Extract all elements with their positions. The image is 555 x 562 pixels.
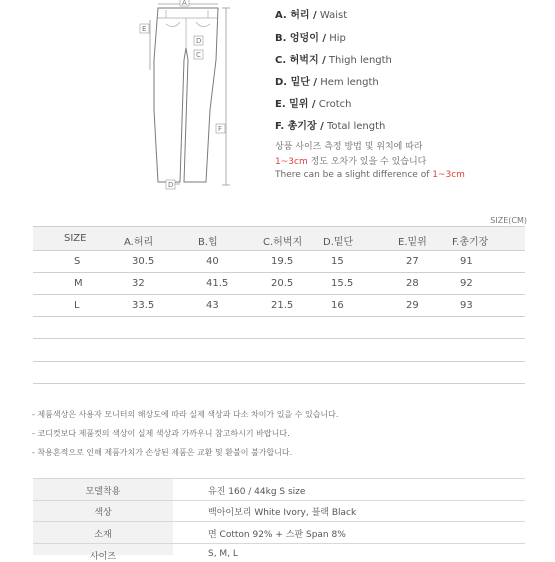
- info-value-model: 유진 160 / 44kg S size: [208, 487, 306, 497]
- size-table-header-cell: A.허리: [124, 237, 154, 248]
- legend-thigh: C. 허벅지 / Thigh length: [275, 55, 392, 66]
- legend-hem: D. 밑단 / Hem length: [275, 77, 379, 88]
- marker-d-upper: D: [196, 37, 202, 45]
- size-table-header-cell: D.밑단: [323, 237, 354, 248]
- size-table-header-cell: E.밑위: [398, 237, 427, 248]
- size-table-header-cell: B.힙: [198, 237, 218, 248]
- size-table-divider: [33, 316, 525, 317]
- size-table-cell: 92: [460, 278, 473, 289]
- size-table-divider: [33, 250, 525, 251]
- size-table-cell: 20.5: [271, 278, 294, 289]
- legend-hip: B. 엉덩이 / Hip: [275, 33, 346, 44]
- size-table-bottom-border: [33, 383, 525, 384]
- marker-d: D: [168, 181, 174, 189]
- size-table-cell: 15: [331, 256, 344, 267]
- size-table-divider: [33, 294, 525, 295]
- size-table-cell: 29: [406, 300, 419, 311]
- info-value-material: 면 Cotton 92% + 스판 Span 8%: [208, 530, 346, 540]
- marker-e: E: [142, 25, 147, 33]
- size-table-cell: 41.5: [206, 278, 229, 289]
- size-table-row-label: M: [74, 278, 83, 289]
- size-table-header-cell: SIZE: [64, 233, 87, 244]
- info-divider: [33, 521, 525, 522]
- size-table-cell: 19.5: [271, 256, 294, 267]
- marker-a: A: [182, 0, 187, 7]
- legend-total-length: F. 총기장 / Total length: [275, 121, 386, 132]
- size-table-divider: [33, 338, 525, 339]
- size-table-cell: 16: [331, 300, 344, 311]
- size-table-cell: 32: [132, 278, 145, 289]
- size-table-row-label: S: [74, 256, 81, 267]
- size-table-divider: [33, 272, 525, 273]
- info-divider: [33, 478, 525, 479]
- size-unit: SIZE(CM): [490, 216, 527, 225]
- size-table-cell: 93: [460, 300, 473, 311]
- info-value-size: S, M, L: [208, 549, 238, 559]
- size-table-cell: 43: [206, 300, 219, 311]
- info-value-color: 백아이보리 White Ivory, 블랙 Black: [208, 508, 357, 518]
- size-table-cell: 21.5: [271, 300, 294, 311]
- note-color: - 제품색상은 사용자 모니터의 해상도에 따라 실제 색상과 다소 차이가 있을 수 있습니다.: [32, 410, 339, 419]
- info-label-model: 모델착용: [85, 487, 121, 497]
- size-table-header-cell: F.총기장: [452, 237, 489, 248]
- size-table-cell: 30.5: [132, 256, 155, 267]
- size-table-divider: [33, 361, 525, 362]
- size-table-top-border: [33, 226, 525, 227]
- info-divider: [33, 500, 525, 501]
- size-table-cell: 33.5: [132, 300, 155, 311]
- size-table-row-label: L: [74, 300, 80, 311]
- note-refund: - 착용흔적으로 인해 제품가치가 손상된 제품은 교환 및 환불이 불가합니다.: [32, 448, 293, 457]
- measure-note-line2: 1~3cm 정도 오차가 있을 수 있습니다: [275, 157, 427, 167]
- info-label-material: 소재: [94, 530, 112, 540]
- size-table-cell: 91: [460, 256, 473, 267]
- size-table-cell: 15.5: [331, 278, 354, 289]
- size-table-cell: 40: [206, 256, 219, 267]
- info-label-color: 색상: [94, 508, 112, 518]
- info-label-size: 사이즈: [89, 552, 117, 562]
- measure-note-line3: There can be a slight difference of 1~3cm: [275, 170, 465, 180]
- size-table-cell: 28: [406, 278, 419, 289]
- pants-diagram: [110, 0, 260, 200]
- marker-c: C: [196, 51, 201, 59]
- size-table-header-cell: C.허벅지: [263, 237, 303, 248]
- legend-waist: A. 허리 / Waist: [275, 10, 348, 21]
- legend-crotch: E. 밑위 / Crotch: [275, 99, 352, 110]
- note-product-cut: - 코디컷보다 제품컷의 색상이 실제 색상과 가까우니 참고하시기 바랍니다.: [32, 429, 290, 438]
- info-divider: [33, 543, 525, 544]
- marker-f: F: [218, 125, 223, 133]
- measure-note-line1: 상품 사이즈 측정 방법 및 위치에 따라: [275, 142, 423, 152]
- size-table-cell: 27: [406, 256, 419, 267]
